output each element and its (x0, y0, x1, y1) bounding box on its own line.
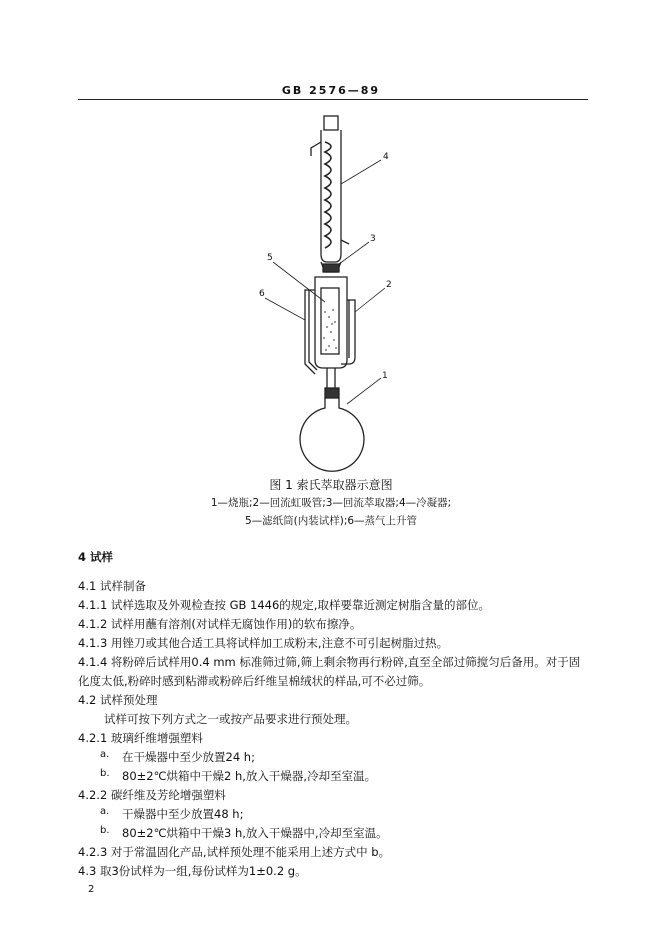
section-4-1-2: 4.1.2 试样用蘸有溶剂(对试样无腐蚀作用)的软布擦净。 (78, 617, 362, 631)
section-4-1-1: 4.1.1 试样选取及外观检查按 GB 1446的规定,取样要靠近测定树脂含量的部位。 (78, 598, 490, 612)
item-marker-a: a. (100, 806, 110, 817)
section-4-3: 4.3 取3份试样为一组,每份试样为1±0.2 g。 (78, 864, 307, 878)
section-4-1-4-line2: 化度太低,粉碎时感到粘滞或粉碎后纤维呈棉绒状的样品,可不必过筛。 (78, 674, 431, 688)
section-4-2-1-a: 在干燥器中至少放置24 h; (122, 750, 255, 764)
section-4-2-1-b: 80±2℃烘箱中干燥2 h,放入干燥器,冷却至室温。 (122, 769, 377, 783)
section-4-1-3: 4.1.3 用锉刀或其他合适工具将试样加工成粉末,注意不可引起树脂过热。 (78, 636, 449, 650)
figure-label-6: 6 (259, 289, 265, 299)
figure-label-1: 1 (382, 371, 388, 381)
figure-label-4: 4 (383, 152, 389, 162)
item-marker-b: b. (100, 768, 110, 779)
section-4-1-4-line1: 4.1.4 将粉碎后试样用0.4 mm 标准筛过筛,筛上剩余物再行粉碎,直至全部过筛搅匀后备用。对于固 (78, 655, 581, 669)
figure-caption: 图 1 索氏萃取器示意图 (269, 478, 393, 492)
page-number: 2 (88, 884, 95, 895)
section-4-2-3: 4.2.3 对于常温固化产品,试样预处理不能采用上述方式中 b。 (78, 845, 391, 859)
section-4-2-1: 4.2.1 玻璃纤维增强塑料 (78, 731, 203, 745)
figure-label-3: 3 (370, 234, 376, 244)
document-code: GB 2576—89 (281, 84, 381, 97)
section-4-1: 4.1 试样制备 (78, 579, 146, 593)
section-4-2: 4.2 试样预处理 (78, 693, 158, 707)
header-rule (78, 99, 588, 100)
figure-legend-line2: 5—滤纸筒(内装试样);6—蒸气上升管 (244, 515, 418, 527)
figure-label-5: 5 (267, 253, 273, 263)
section-4-2-text: 试样可按下列方式之一或按产品要求进行预处理。 (104, 712, 357, 726)
soxhlet-extractor-diagram (245, 112, 425, 472)
section-4-2-2-b: 80±2℃烘箱中干燥3 h,放入干燥器中,冷却至室温。 (122, 826, 388, 840)
item-marker-b: b. (100, 825, 110, 836)
section-title: 4 试样 (78, 550, 114, 564)
section-4-2-2-a: 干燥器中至少放置48 h; (122, 807, 244, 821)
item-marker-a: a. (100, 749, 110, 760)
figure-label-2: 2 (386, 280, 392, 290)
figure-legend-line1: 1—烧瓶;2—回流虹吸管;3—回流萃取器;4—冷凝器; (210, 497, 452, 509)
section-4-2-2: 4.2.2 碳纤维及芳纶增强塑料 (78, 788, 226, 802)
